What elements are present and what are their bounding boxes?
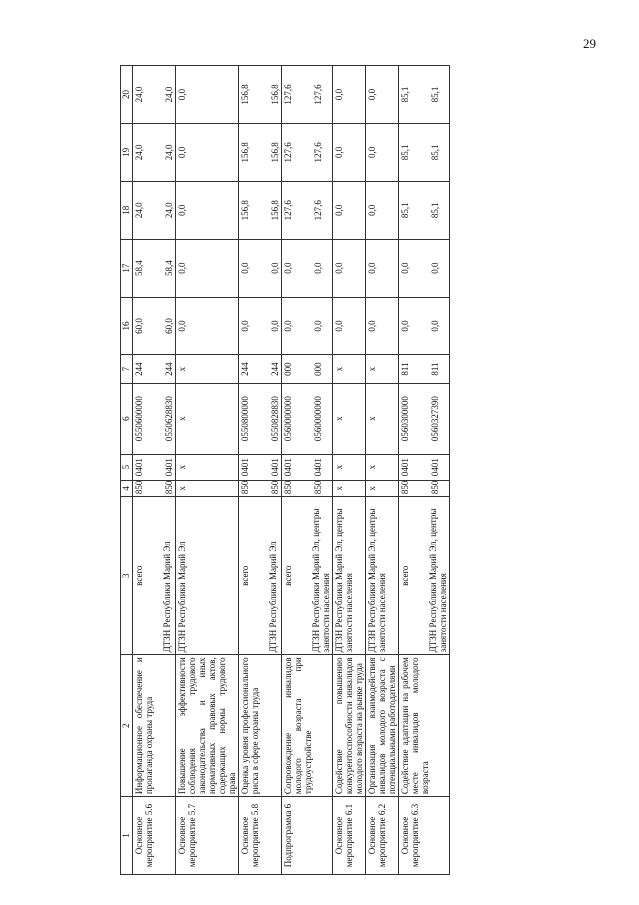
value-c16: 0,0	[283, 320, 293, 332]
value-cell-c6	[333, 383, 366, 454]
value-cell-c16	[133, 297, 176, 355]
value-c18: 0,0	[177, 204, 187, 216]
value-cell-c17	[333, 239, 366, 297]
header-col-19: 19	[121, 123, 133, 181]
value-cell-c5	[239, 454, 282, 480]
value-c18: 156,8	[240, 200, 250, 221]
value-c17: 0,0	[270, 262, 280, 274]
value-c4: 850	[400, 480, 410, 495]
table-row	[282, 66, 333, 875]
row-description: Содействие повышению конкурентоспособности инвалидов молодого возраста на рынке труда	[333, 655, 366, 797]
value-c20: 85,1	[430, 86, 440, 103]
value-cell-c4	[133, 480, 176, 497]
value-c5: х	[367, 464, 377, 470]
executor-line: ДТЗН Республики Марий Эл, центры занятости населения	[367, 508, 387, 653]
row-description: Содействие адаптации на рабочем месте инвалидов молодого возраста	[399, 655, 450, 797]
value-c7: 244	[134, 362, 144, 376]
value-c19: 0,0	[177, 146, 187, 159]
value-cell-c20	[333, 66, 366, 124]
value-c6: 0560000000	[313, 396, 323, 442]
value-c17: 0,0	[313, 262, 323, 274]
budget-table	[120, 65, 450, 875]
value-c17: 0,0	[283, 262, 293, 274]
row-label: Основное мероприятие 6.1	[333, 797, 366, 875]
value-c5: 0401	[240, 458, 250, 477]
value-c16: 60,0	[164, 318, 174, 334]
value-cell-c7	[239, 355, 282, 383]
value-c19: 0,0	[367, 146, 377, 159]
value-cell-c5	[176, 454, 239, 480]
value-cell-c16	[399, 297, 450, 355]
value-c7: 244	[270, 362, 280, 376]
value-c17: 58,4	[164, 260, 174, 276]
value-cell-c7	[176, 355, 239, 383]
value-c17: 0,0	[367, 262, 377, 274]
executor-cell	[133, 497, 176, 655]
executor-line: ДТЗН Республики Марий Эл	[177, 541, 187, 653]
header-col-4: 4	[121, 480, 133, 497]
value-cell-c6	[366, 383, 399, 454]
executor-line: всего	[134, 565, 144, 586]
value-c16: 0,0	[177, 320, 187, 332]
value-c6: 0550800000	[240, 396, 250, 442]
value-c6: х	[177, 416, 187, 421]
value-cell-c17	[399, 239, 450, 297]
value-c20: 156,8	[240, 84, 250, 105]
executor-cell	[282, 497, 333, 655]
value-c7: х	[177, 366, 187, 372]
header-col-1: 1	[121, 797, 133, 875]
value-c16: 0,0	[400, 320, 410, 332]
value-c6: 0550600000	[134, 396, 144, 442]
value-c5: 0401	[313, 458, 323, 477]
value-c17: 0,0	[240, 262, 250, 274]
header-col-5: 5	[121, 454, 133, 480]
value-cell-c6	[399, 383, 450, 454]
value-c20: 156,8	[270, 84, 280, 105]
value-c20: 0,0	[334, 88, 344, 101]
executor-cell	[239, 497, 282, 655]
value-cell-c7	[399, 355, 450, 383]
row-description: Повышение эффективности соблюдения трудового законодательства и иных нормативных правовых актов, содержащих нормы трудового права	[176, 655, 239, 797]
value-c16: 0,0	[367, 320, 377, 332]
header-col-20: 20	[121, 66, 133, 124]
value-cell-c16	[366, 297, 399, 355]
executor-cell	[333, 497, 366, 655]
value-cell-c6	[133, 383, 176, 454]
value-c19: 24,0	[164, 144, 174, 161]
value-cell-c18	[399, 181, 450, 239]
header-col-17: 17	[121, 239, 133, 297]
value-cell-c7	[133, 355, 176, 383]
value-c7: 000	[283, 362, 293, 376]
value-c19: 85,1	[430, 144, 440, 161]
header-col-3: 3	[121, 497, 133, 655]
row-label: Основное мероприятие 5.7	[176, 797, 239, 875]
value-c4: 850	[313, 480, 323, 495]
value-c17: 0,0	[334, 262, 344, 274]
value-c20: 127,6	[313, 84, 323, 105]
value-c7: х	[367, 366, 377, 372]
value-c6: х	[367, 416, 377, 421]
value-cell-c18	[333, 181, 366, 239]
value-c17: 0,0	[177, 262, 187, 274]
value-cell-c4	[399, 480, 450, 497]
value-cell-c18	[239, 181, 282, 239]
value-cell-c19	[176, 123, 239, 181]
value-c16: 0,0	[313, 320, 323, 332]
value-cell-c4	[366, 480, 399, 497]
value-c6: 0560300000	[400, 396, 410, 442]
value-cell-c16	[239, 297, 282, 355]
executor-line: ДТЗН Республики Марий Эл, центры занятости населения	[311, 508, 331, 653]
value-c7: 811	[400, 362, 410, 376]
value-c5: 0401	[164, 458, 174, 477]
value-cell-c5	[366, 454, 399, 480]
value-cell-c20	[366, 66, 399, 124]
value-cell-c18	[176, 181, 239, 239]
value-cell-c19	[133, 123, 176, 181]
value-c16: 0,0	[430, 320, 440, 332]
value-c5: 0401	[134, 458, 144, 477]
executor-cell	[176, 497, 239, 655]
value-c7: х	[334, 366, 344, 372]
row-label: Подпрограмма 6	[282, 797, 333, 875]
value-c18: 156,8	[270, 200, 280, 221]
value-c17: 0,0	[430, 262, 440, 274]
value-cell-c19	[366, 123, 399, 181]
row-label: Основное мероприятие 5.8	[239, 797, 282, 875]
value-cell-c19	[239, 123, 282, 181]
executor-line: ДТЗН Республики Марий Эл	[162, 541, 172, 653]
value-cell-c4	[176, 480, 239, 497]
value-cell-c19	[282, 123, 333, 181]
row-description: Информационное обеспечение и пропаганда охраны труда	[133, 655, 176, 797]
table-body	[133, 66, 450, 875]
header-col-6: 6	[121, 383, 133, 454]
table-row	[366, 66, 399, 875]
value-cell-c5	[333, 454, 366, 480]
value-c18: 127,6	[283, 200, 293, 221]
value-c20: 24,0	[134, 86, 144, 103]
value-c4: 850	[134, 480, 144, 495]
value-cell-c6	[176, 383, 239, 454]
value-c7: 244	[240, 362, 250, 376]
value-cell-c16	[282, 297, 333, 355]
value-cell-c19	[399, 123, 450, 181]
value-cell-c19	[333, 123, 366, 181]
value-cell-c20	[176, 66, 239, 124]
executor-line: ДТЗН Республики Марий Эл, центры занятости населения	[334, 508, 354, 653]
value-c20: 0,0	[367, 88, 377, 101]
value-c6: х	[334, 416, 344, 421]
value-cell-c17	[133, 239, 176, 297]
value-cell-c7	[282, 355, 333, 383]
value-cell-c17	[176, 239, 239, 297]
row-description: Организация взаимодействия инвалидов молодого возраста с потенциальными работодателями	[366, 655, 399, 797]
value-c6: 0550628830	[164, 396, 174, 442]
value-cell-c20	[282, 66, 333, 124]
executor-line: всего	[283, 565, 293, 586]
value-c5: х	[177, 464, 187, 470]
value-cell-c20	[133, 66, 176, 124]
value-c4: 850	[164, 480, 174, 495]
value-cell-c17	[239, 239, 282, 297]
value-cell-c7	[366, 355, 399, 383]
value-c5: 0401	[283, 458, 293, 477]
value-c18: 0,0	[367, 204, 377, 216]
value-c4: х	[334, 486, 344, 491]
value-c18: 85,1	[430, 202, 440, 219]
value-c20: 127,6	[283, 84, 293, 105]
value-cell-c6	[239, 383, 282, 454]
executor-line: ДТЗН Республики Марий Эл, центры занятости населения	[428, 508, 448, 653]
value-c16: 0,0	[270, 320, 280, 332]
executor-line: ДТЗН Республики Марий Эл	[268, 541, 278, 653]
page-number: 29	[583, 36, 596, 51]
row-label: Основное мероприятие 6.3	[399, 797, 450, 875]
value-c18: 24,0	[164, 202, 174, 219]
executor-line: всего	[240, 565, 250, 586]
value-cell-c16	[333, 297, 366, 355]
value-cell-c5	[282, 454, 333, 480]
value-c18: 0,0	[334, 204, 344, 216]
value-cell-c17	[366, 239, 399, 297]
value-c20: 85,1	[400, 86, 410, 103]
value-cell-c7	[333, 355, 366, 383]
value-c4: 850	[283, 480, 293, 495]
value-c6: 0560327390	[430, 396, 440, 442]
value-cell-c5	[133, 454, 176, 480]
value-cell-c6	[282, 383, 333, 454]
value-c19: 156,8	[270, 142, 280, 163]
row-label: Основное мероприятие 6.2	[366, 797, 399, 875]
value-c16: 0,0	[240, 320, 250, 332]
executor-cell	[366, 497, 399, 655]
value-c4: х	[367, 486, 377, 491]
header-row	[121, 66, 133, 875]
value-c18: 127,6	[313, 200, 323, 221]
executor-cell	[399, 497, 450, 655]
table-row	[239, 66, 282, 875]
value-c5: 0401	[430, 458, 440, 477]
value-c19: 156,8	[240, 142, 250, 163]
value-c6: 0550828830	[270, 396, 280, 442]
value-c5: 0401	[400, 458, 410, 477]
value-cell-c18	[282, 181, 333, 239]
value-cell-c18	[133, 181, 176, 239]
value-c7: 000	[313, 362, 323, 376]
rotated-table-wrapper	[120, 65, 595, 875]
value-cell-c4	[333, 480, 366, 497]
value-c20: 0,0	[177, 88, 187, 101]
value-c17: 58,4	[134, 260, 144, 276]
header-col-16: 16	[121, 297, 133, 355]
value-c19: 0,0	[334, 146, 344, 159]
value-c4: 850	[240, 480, 250, 495]
header-col-7: 7	[121, 355, 133, 383]
value-cell-c18	[366, 181, 399, 239]
value-c7: 244	[164, 362, 174, 376]
executor-line: всего	[400, 565, 410, 586]
value-c20: 24,0	[164, 86, 174, 103]
value-c19: 127,6	[313, 142, 323, 163]
value-c17: 0,0	[400, 262, 410, 274]
value-cell-c17	[282, 239, 333, 297]
header-col-2: 2	[121, 655, 133, 797]
value-c19: 85,1	[400, 144, 410, 161]
value-cell-c5	[399, 454, 450, 480]
value-c5: 0401	[270, 458, 280, 477]
value-c19: 127,6	[283, 142, 293, 163]
value-cell-c4	[282, 480, 333, 497]
value-c16: 0,0	[334, 320, 344, 332]
value-c7: 811	[430, 362, 440, 376]
row-description: Оценка уровня профессионального риска в сфере охраны труда	[239, 655, 282, 797]
value-c5: х	[334, 464, 344, 470]
table-row	[176, 66, 239, 875]
value-cell-c16	[176, 297, 239, 355]
table-row	[133, 66, 176, 875]
row-description: Сопровождение инвалидов молодого возраста при трудоустройстве	[282, 655, 333, 797]
value-cell-c20	[239, 66, 282, 124]
value-c16: 60,0	[134, 318, 144, 334]
value-c6: 0560000000	[283, 396, 293, 442]
value-cell-c20	[399, 66, 450, 124]
table-row	[333, 66, 366, 875]
value-c4: х	[177, 486, 187, 491]
value-c18: 85,1	[400, 202, 410, 219]
value-c18: 24,0	[134, 202, 144, 219]
value-c4: 850	[430, 480, 440, 495]
row-label: Основное мероприятие 5.6	[133, 797, 176, 875]
value-cell-c4	[239, 480, 282, 497]
table-row	[399, 66, 450, 875]
header-col-18: 18	[121, 181, 133, 239]
value-c19: 24,0	[134, 144, 144, 161]
value-c4: 850	[270, 480, 280, 495]
